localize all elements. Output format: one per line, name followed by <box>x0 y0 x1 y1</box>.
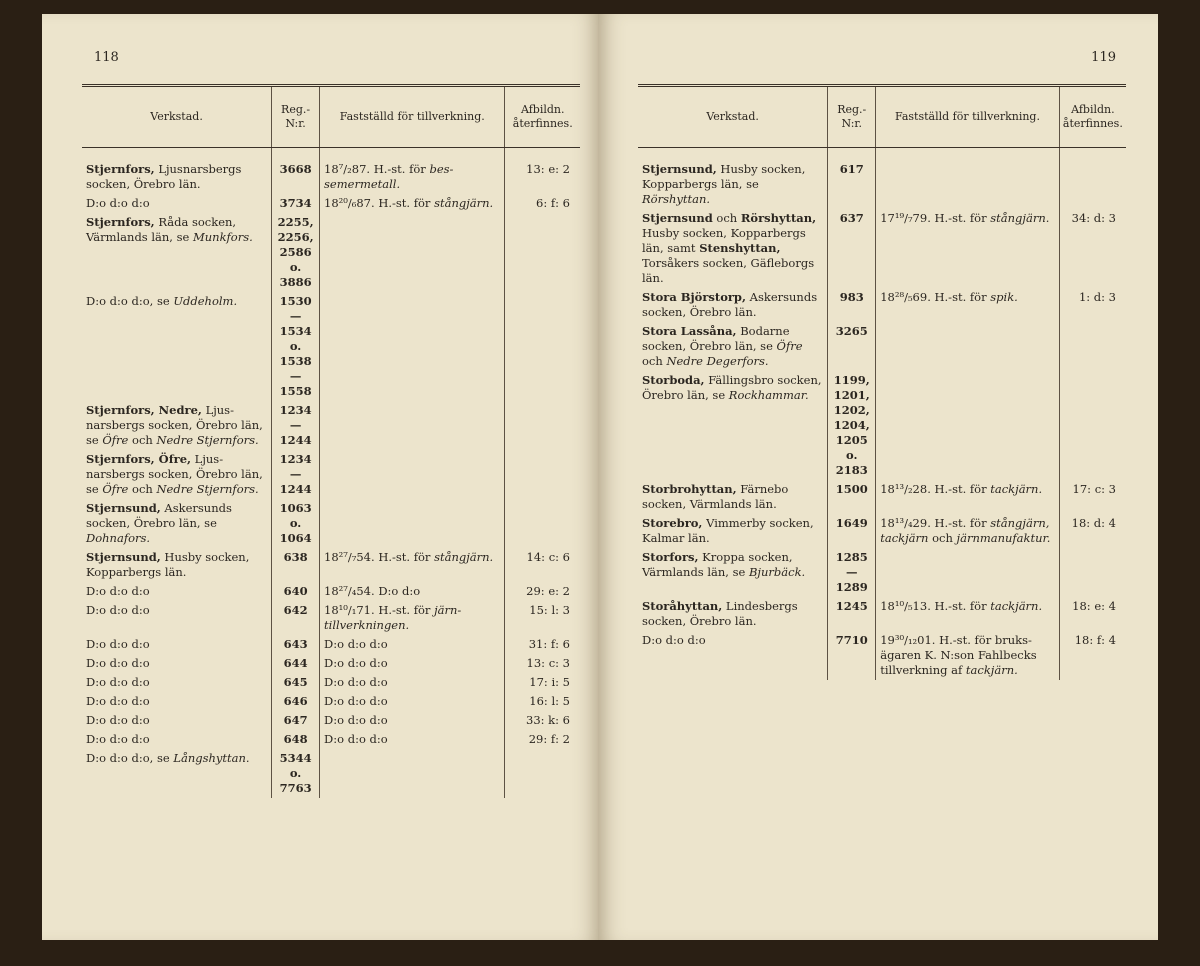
book-spread <box>22 14 1184 954</box>
table-body-left <box>82 148 580 798</box>
cell-reg: 1063 o. 1064 <box>272 499 320 548</box>
cell-faststalld <box>320 450 505 499</box>
cell-reg: 1530—1534 o. 1538—1558 <box>272 292 320 401</box>
cell-verkstad: Stora Lassåna, Bodarne socken, Örebro län, se Öfre och Nedre Degerfors. <box>638 322 828 371</box>
table-row <box>638 548 1126 597</box>
cell-verkstad: Stjernfors, Nedre, Ljusnarsbergs socken, Örebro län, se Öfre och Nedre Stjernfors. <box>82 401 272 450</box>
header-afbildn: Afbildn. återfinnes. <box>505 86 580 148</box>
cell-verkstad: Stjernfors, Öfre, Ljusnarsbergs socken, Örebro län, se Öfre och Nedre Stjernfors. <box>82 450 272 499</box>
cell-faststalld <box>320 213 505 292</box>
cell-reg: 3668 <box>272 160 320 194</box>
cell-afbildn <box>505 499 580 548</box>
cell-afbildn <box>1059 371 1126 480</box>
cell-faststalld <box>876 371 1060 480</box>
cell-afbildn <box>1059 160 1126 209</box>
cell-reg: 1245 <box>828 597 876 631</box>
table-row <box>82 730 580 749</box>
cell-faststalld: D:o d:o d:o <box>320 692 505 711</box>
cell-reg: 640 <box>272 582 320 601</box>
register-table-left <box>82 84 580 798</box>
header-faststalld: Fastställd för tillverkning. <box>320 86 505 148</box>
cell-faststalld <box>876 322 1060 371</box>
cell-reg: 1285—1289 <box>828 548 876 597</box>
cell-afbildn: 18: e: 4 <box>1072 598 1116 613</box>
cell-afbildn <box>1059 322 1126 371</box>
cell-faststalld <box>320 401 505 450</box>
cell-faststalld: D:o d:o d:o <box>320 654 505 673</box>
cell-verkstad: Storbrohyttan, Färnebo socken, Värmlands län. <box>638 480 828 514</box>
cell-afbildn <box>505 292 580 401</box>
table-row <box>82 635 580 654</box>
table-row <box>82 749 580 798</box>
cell-faststalld: 18¹⁰/₅13. H.-st. för tackjärn. <box>876 597 1060 631</box>
cell-afbildn: 34: d: 3 <box>1071 210 1116 225</box>
table-row <box>638 480 1126 514</box>
cell-faststalld: 18¹³/₄29. H.-st. för stångjärn, tackjärn och järnmanufaktur. <box>876 514 1060 548</box>
table-row <box>82 711 580 730</box>
cell-faststalld: 17¹⁹/₇79. H.-st. för stångjärn. <box>876 209 1060 288</box>
table-row <box>638 631 1126 680</box>
cell-faststalld <box>320 749 505 798</box>
table-row <box>82 450 580 499</box>
cell-faststalld: 18¹⁰/₁71. H.-st. för järntillverkningen. <box>320 601 505 635</box>
cell-verkstad: Stjernfors, Ljusnarsbergs socken, Örebro län. <box>82 160 272 194</box>
cell-afbildn: 6: f: 6 <box>536 195 570 210</box>
table-body-right <box>638 148 1126 680</box>
cell-verkstad: D:o d:o d:o, se Långshyttan. <box>82 749 272 798</box>
cell-faststalld: 18²⁸/₅69. H.-st. för spik. <box>876 288 1060 322</box>
cell-reg: 3265 <box>828 322 876 371</box>
page-left <box>42 14 600 940</box>
cell-afbildn: 1: d: 3 <box>1078 289 1116 304</box>
table-row <box>82 499 580 548</box>
cell-reg: 617 <box>828 160 876 209</box>
cell-verkstad: Stjernsund, Husby socken, Kopparbergs län. <box>82 548 272 582</box>
header-verkstad: Verkstad. <box>638 86 828 148</box>
cell-reg: 983 <box>828 288 876 322</box>
table-row <box>82 673 580 692</box>
cell-afbildn <box>505 749 580 798</box>
table-row <box>82 401 580 450</box>
cell-reg: 1234—1244 <box>272 401 320 450</box>
header-afbildn: Afbildn. återfinnes. <box>1059 86 1126 148</box>
cell-faststalld <box>876 160 1060 209</box>
cell-faststalld <box>320 292 505 401</box>
cell-reg: 642 <box>272 601 320 635</box>
cell-afbildn: 17: i: 5 <box>529 674 570 689</box>
cell-faststalld: D:o d:o d:o <box>320 635 505 654</box>
cell-verkstad: D:o d:o d:o <box>638 631 828 680</box>
cell-verkstad: D:o d:o d:o <box>82 654 272 673</box>
cell-verkstad: Storebro, Vimmerby socken, Kalmar län. <box>638 514 828 548</box>
cell-afbildn: 29: e: 2 <box>526 583 570 598</box>
page-number-left: 118 <box>94 50 119 65</box>
cell-verkstad: D:o d:o d:o <box>82 692 272 711</box>
cell-afbildn <box>505 450 580 499</box>
cell-reg: 5344 o. 7763 <box>272 749 320 798</box>
cell-faststalld: 18²⁰/₆87. H.-st. för stångjärn. <box>320 194 505 213</box>
cell-reg: 645 <box>272 673 320 692</box>
cell-afbildn: 15: l: 3 <box>529 602 570 617</box>
header-faststalld: Fastställd för tillverkning. <box>876 86 1060 148</box>
cell-afbildn <box>1059 548 1126 597</box>
cell-verkstad: Stjernsund, Husby socken, Kopparbergs län, se Rörshyttan. <box>638 160 828 209</box>
cell-verkstad: D:o d:o d:o <box>82 711 272 730</box>
cell-reg: 1500 <box>828 480 876 514</box>
page-number-right: 119 <box>1091 50 1116 65</box>
header-verkstad: Verkstad. <box>82 86 272 148</box>
cell-afbildn <box>505 401 580 450</box>
cell-afbildn <box>505 213 580 292</box>
table-row <box>82 548 580 582</box>
cell-verkstad: Storboda, Fällingsbro socken, Örebro län, se Rockhammar. <box>638 371 828 480</box>
cell-afbildn: 29: f: 2 <box>528 731 570 746</box>
table-row <box>82 654 580 673</box>
cell-reg: 638 <box>272 548 320 582</box>
table-row <box>638 160 1126 209</box>
cell-faststalld: D:o d:o d:o <box>320 673 505 692</box>
cell-reg: 7710 <box>828 631 876 680</box>
cell-afbildn: 13: e: 2 <box>526 161 570 176</box>
header-reg: Reg.- N:r. <box>272 86 320 148</box>
cell-verkstad: D:o d:o d:o, se Uddeholm. <box>82 292 272 401</box>
cell-reg: 1649 <box>828 514 876 548</box>
table-row <box>82 582 580 601</box>
cell-verkstad: Storfors, Kroppa socken, Värmlands län, se Bjurbäck. <box>638 548 828 597</box>
cell-verkstad: D:o d:o d:o <box>82 730 272 749</box>
cell-reg: 2255, 2256, 2586 o. 3886 <box>272 213 320 292</box>
cell-afbildn: 18: d: 4 <box>1071 515 1116 530</box>
cell-verkstad: D:o d:o d:o <box>82 635 272 654</box>
cell-verkstad: D:o d:o d:o <box>82 601 272 635</box>
cell-reg: 646 <box>272 692 320 711</box>
cell-verkstad: Stora Björstorp, Askersunds socken, Örebro län. <box>638 288 828 322</box>
cell-verkstad: Stjernfors, Råda socken, Värmlands län, se Munkfors. <box>82 213 272 292</box>
cell-verkstad: Stjernsund, Askersunds socken, Örebro län, se Dohnafors. <box>82 499 272 548</box>
cell-reg: 1199, 1201, 1202, 1204, 1205 o. 2183 <box>828 371 876 480</box>
table-row <box>82 213 580 292</box>
table-row <box>638 209 1126 288</box>
table-row <box>638 371 1126 480</box>
cell-verkstad: Storåhyttan, Lindesbergs socken, Örebro län. <box>638 597 828 631</box>
table-row <box>638 288 1126 322</box>
cell-reg: 3734 <box>272 194 320 213</box>
cell-faststalld: 18¹³/₂28. H.-st. för tackjärn. <box>876 480 1060 514</box>
cell-verkstad: D:o d:o d:o <box>82 194 272 213</box>
cell-afbildn: 14: c: 6 <box>526 549 570 564</box>
cell-faststalld: 18²⁷/₄54. D:o d:o <box>320 582 505 601</box>
cell-afbildn: 13: c: 3 <box>526 655 570 670</box>
table-row <box>638 597 1126 631</box>
cell-reg: 644 <box>272 654 320 673</box>
cell-faststalld: 19³⁰/₁₂01. H.-st. för bruksägaren K. N:son Fahlbecks tillverkning af tackjärn. <box>876 631 1060 680</box>
table-row <box>82 692 580 711</box>
table-row <box>82 194 580 213</box>
cell-afbildn: 17: c: 3 <box>1072 481 1116 496</box>
cell-reg: 637 <box>828 209 876 288</box>
cell-reg: 643 <box>272 635 320 654</box>
cell-faststalld: 18⁷/₂87. H.-st. för bessemermetall. <box>320 160 505 194</box>
table-row <box>82 292 580 401</box>
cell-reg: 648 <box>272 730 320 749</box>
cell-verkstad: Stjernsund och Rörshyttan, Husby socken, Kopparbergs län, samt Stenshyttan, Torsåkers socken, Gäfleborgs län. <box>638 209 828 288</box>
cell-verkstad: D:o d:o d:o <box>82 673 272 692</box>
cell-faststalld: D:o d:o d:o <box>320 730 505 749</box>
cell-afbildn: 33: k: 6 <box>526 712 570 727</box>
table-row <box>638 322 1126 371</box>
page-right <box>598 14 1158 940</box>
cell-faststalld <box>876 548 1060 597</box>
cell-afbildn: 16: l: 5 <box>529 693 570 708</box>
header-reg: Reg.- N:r. <box>828 86 876 148</box>
table-row <box>82 160 580 194</box>
table-row <box>82 601 580 635</box>
cell-afbildn: 18: f: 4 <box>1074 632 1116 647</box>
cell-afbildn: 31: f: 6 <box>528 636 570 651</box>
cell-verkstad: D:o d:o d:o <box>82 582 272 601</box>
cell-faststalld: 18²⁷/₇54. H.-st. för stångjärn. <box>320 548 505 582</box>
cell-reg: 1234—1244 <box>272 450 320 499</box>
register-table-right <box>638 84 1126 680</box>
cell-reg: 647 <box>272 711 320 730</box>
cell-faststalld: D:o d:o d:o <box>320 711 505 730</box>
table-row <box>638 514 1126 548</box>
cell-faststalld <box>320 499 505 548</box>
